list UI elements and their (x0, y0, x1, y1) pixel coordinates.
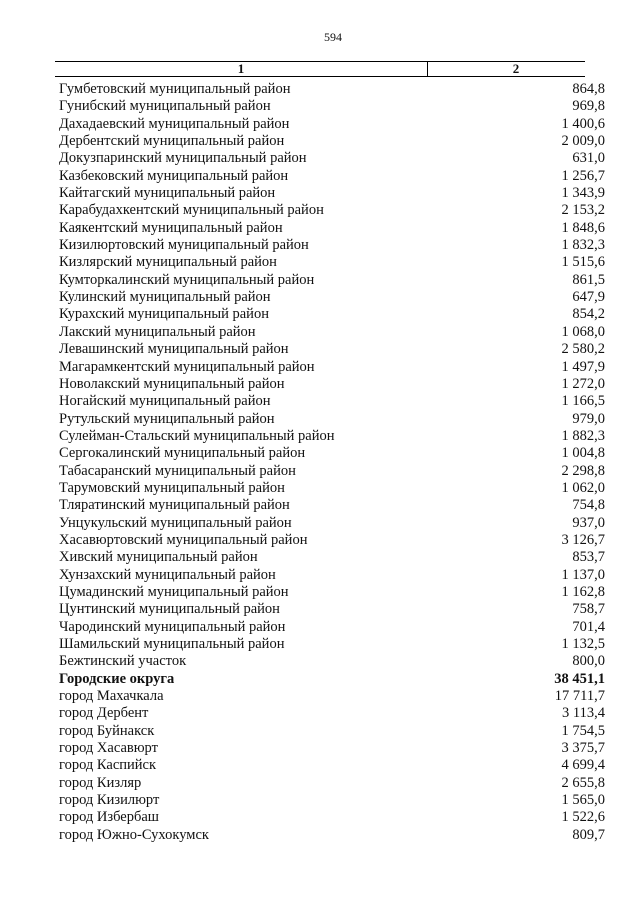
row-name: Чародинский муниципальный район (59, 618, 286, 635)
row-value: 1 515,6 (561, 254, 605, 271)
table-body (59, 81, 605, 844)
row-value: 754,8 (572, 497, 605, 514)
row-value: 1 004,8 (561, 445, 605, 462)
row-value: 2 298,8 (561, 462, 605, 479)
row-value: 1 848,6 (561, 219, 605, 236)
row-name: Докузпаринский муниципальный район (59, 150, 307, 167)
table-row (59, 757, 605, 774)
row-value: 1 565,0 (561, 792, 605, 809)
table-row (59, 705, 605, 722)
row-value: 701,4 (572, 618, 605, 635)
row-name: Сулейман-Стальский муниципальный район (59, 427, 335, 444)
table-row (59, 168, 605, 185)
row-value: 1 522,6 (561, 809, 605, 826)
header-col-2: 2 (512, 61, 520, 76)
row-value: 758,7 (572, 601, 605, 618)
row-value: 3 375,7 (561, 740, 605, 757)
row-name: Гунибский муниципальный район (59, 98, 271, 115)
row-value: 647,9 (572, 289, 605, 306)
row-value: 864,8 (572, 81, 605, 97)
row-value: 1 166,5 (561, 393, 605, 410)
row-name: Хунзахский муниципальный район (59, 566, 276, 583)
row-name: город Кизилюрт (59, 792, 160, 809)
table-row (59, 827, 605, 844)
row-value: 1 343,9 (561, 185, 605, 202)
table-row (59, 306, 605, 323)
row-value: 1 137,0 (561, 566, 605, 583)
table-row (59, 98, 605, 115)
row-name: Казбековский муниципальный район (59, 167, 289, 184)
table-row (59, 463, 605, 480)
table-row (59, 497, 605, 514)
table-row (59, 445, 605, 462)
row-name: город Избербаш (59, 809, 159, 826)
row-name: город Каспийск (59, 757, 157, 774)
row-name: Сергокалинский муниципальный район (59, 445, 306, 462)
row-name: Бежтинский участок (59, 653, 187, 670)
row-value: 854,2 (572, 306, 605, 323)
table-row (59, 515, 605, 532)
row-value: 1 832,3 (561, 237, 605, 254)
row-value: 969,8 (572, 98, 605, 115)
row-value: 1 400,6 (561, 115, 605, 132)
row-value: 1 162,8 (561, 583, 605, 600)
table-row (59, 636, 605, 653)
table-row (59, 411, 605, 428)
row-name: город Дербент (59, 705, 149, 722)
row-name: Хивский муниципальный район (59, 549, 258, 566)
row-name: Кайтагский муниципальный район (59, 185, 276, 202)
row-name: Левашинский муниципальный район (59, 341, 289, 358)
row-name: Курахский муниципальный район (59, 306, 269, 323)
row-value: 2 655,8 (561, 774, 605, 791)
table-row (59, 549, 605, 566)
row-value: 853,7 (572, 549, 605, 566)
table-row (59, 324, 605, 341)
row-name: Гумбетовский муниципальный район (59, 81, 291, 97)
row-name: Тарумовский муниципальный район (59, 479, 285, 496)
row-name: Ногайский муниципальный район (59, 393, 271, 410)
row-name: город Южно-Сухокумск (59, 826, 209, 843)
table-row (59, 428, 605, 445)
row-name: Дербентский муниципальный район (59, 133, 285, 150)
row-value: 809,7 (572, 826, 605, 843)
table-row (59, 289, 605, 306)
row-value: 4 699,4 (561, 757, 605, 774)
row-value: 2 009,0 (561, 133, 605, 150)
row-value: 1 272,0 (561, 375, 605, 392)
row-name: город Махачкала (59, 688, 164, 705)
table-row (59, 619, 605, 636)
table-row (59, 272, 605, 289)
urban-districts-label: Городские округа (59, 670, 175, 687)
table-row (59, 584, 605, 601)
table-row (59, 237, 605, 254)
table-row (59, 740, 605, 757)
table-row (59, 116, 605, 133)
table-row (59, 792, 605, 809)
row-name: Дахадаевский муниципальный район (59, 115, 290, 132)
row-name: Хасавюртовский муниципальный район (59, 531, 308, 548)
row-name: Унцукульский муниципальный район (59, 514, 292, 531)
row-name: Рутульский муниципальный район (59, 410, 275, 427)
districts-list (59, 81, 605, 671)
table-row (59, 653, 605, 670)
row-name: Табасаранский муниципальный район (59, 462, 296, 479)
urban-districts-subtotal-row (59, 671, 605, 688)
row-name: Лакский муниципальный район (59, 323, 256, 340)
table-row (59, 254, 605, 271)
table-row (59, 150, 605, 167)
row-name: город Хасавюрт (59, 740, 158, 757)
row-name: Цунтинский муниципальный район (59, 601, 280, 618)
row-name: Тляратинский муниципальный район (59, 497, 290, 514)
row-value: 800,0 (572, 653, 605, 670)
table-row (59, 809, 605, 826)
row-value: 979,0 (572, 410, 605, 427)
table-row (59, 185, 605, 202)
urban-districts-list (59, 688, 605, 844)
table-row (59, 601, 605, 618)
row-name: Карабудахкентский муниципальный район (59, 202, 324, 219)
row-value: 2 580,2 (561, 341, 605, 358)
table-row (59, 359, 605, 376)
row-name: Магарамкентский муниципальный район (59, 358, 315, 375)
row-value: 1 132,5 (561, 636, 605, 652)
row-name: Кизилюртовский муниципальный район (59, 237, 309, 254)
row-name: Кумторкалинский муниципальный район (59, 271, 315, 288)
row-value: 1 062,0 (561, 479, 605, 496)
row-name: город Кизляр (59, 774, 142, 791)
table-row (59, 532, 605, 549)
table-row (59, 688, 605, 705)
table-header-rule (55, 76, 585, 77)
row-name: Каякентский муниципальный район (59, 219, 283, 236)
row-value: 861,5 (572, 271, 605, 288)
table-row (59, 220, 605, 237)
row-value: 1 497,9 (561, 358, 605, 375)
row-name: Кулинский муниципальный район (59, 289, 271, 306)
page-number: 594 (324, 30, 342, 44)
table-row (59, 376, 605, 393)
table-row (59, 202, 605, 219)
row-value: 3 113,4 (562, 705, 605, 722)
row-name: Кизлярский муниципальный район (59, 254, 277, 271)
table-row (59, 81, 605, 98)
urban-districts-total: 38 451,1 (554, 670, 605, 687)
table-row (59, 133, 605, 150)
row-value: 2 153,2 (561, 202, 605, 219)
table-row (59, 393, 605, 410)
row-name: город Буйнакск (59, 722, 155, 739)
table-row (59, 723, 605, 740)
row-name: Цумадинский муниципальный район (59, 583, 289, 600)
row-value: 937,0 (572, 514, 605, 531)
row-value: 1 068,0 (561, 323, 605, 340)
table-row (59, 341, 605, 358)
row-value: 17 711,7 (554, 688, 605, 705)
table-row (59, 775, 605, 792)
row-value: 631,0 (572, 150, 605, 167)
row-value: 1 882,3 (561, 427, 605, 444)
header-col-1: 1 (237, 61, 245, 76)
row-value: 3 126,7 (561, 531, 605, 548)
table-row (59, 567, 605, 584)
row-name: Новолакский муниципальный район (59, 375, 285, 392)
row-name: Шамильский муниципальный район (59, 636, 285, 652)
table-row (59, 480, 605, 497)
row-value: 1 256,7 (561, 167, 605, 184)
row-value: 1 754,5 (561, 722, 605, 739)
